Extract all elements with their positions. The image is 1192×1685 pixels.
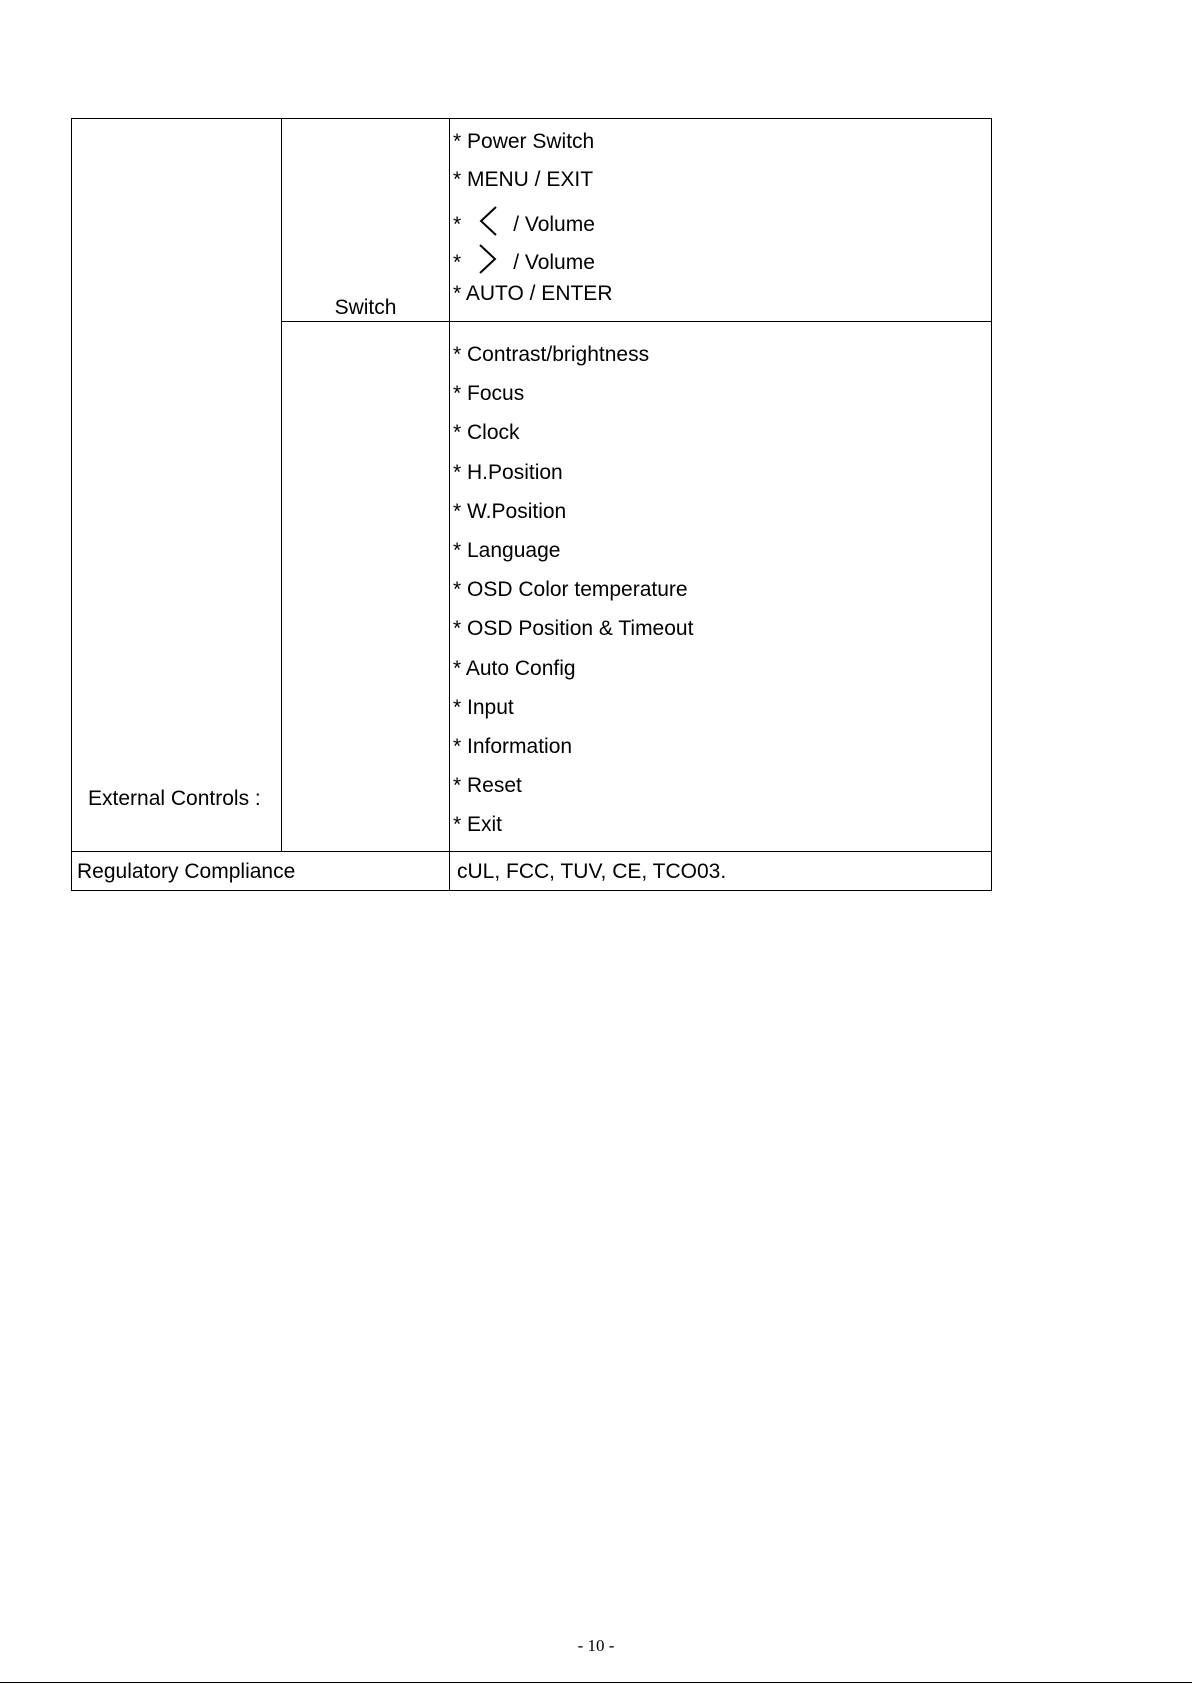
osd-item: * OSD Position & Timeout bbox=[453, 617, 694, 641]
regulatory-label: Regulatory Compliance bbox=[72, 852, 450, 891]
switch-cell bbox=[282, 119, 450, 322]
external-controls-cell bbox=[72, 119, 282, 852]
switch-item-text: / Volume bbox=[513, 213, 595, 236]
external-controls-label: External Controls : bbox=[88, 787, 261, 811]
osd-item: * Auto Config bbox=[453, 656, 576, 680]
osd-item: * OSD Color temperature bbox=[453, 578, 688, 602]
switch-item-text: * MENU / EXIT bbox=[453, 168, 594, 191]
switch-row bbox=[72, 119, 992, 322]
switch-label: Switch bbox=[334, 295, 397, 319]
regulatory-row bbox=[72, 852, 992, 891]
switch-item-text: / Volume bbox=[513, 251, 595, 274]
osd-item: * Language bbox=[453, 538, 561, 562]
chevron-left-icon bbox=[477, 205, 499, 237]
spec-table bbox=[71, 118, 992, 891]
switch-item bbox=[450, 129, 991, 167]
osd-item: * Exit bbox=[453, 813, 503, 837]
osd-item: * H.Position bbox=[453, 460, 563, 484]
regulatory-value: cUL, FCC, TUV, CE, TCO03. bbox=[450, 852, 992, 891]
switch-item-text: * Power Switch bbox=[453, 130, 595, 153]
switch-item-bullet: * bbox=[453, 213, 462, 236]
osd-item: * Information bbox=[453, 734, 573, 758]
osd-items-cell bbox=[450, 322, 992, 852]
switch-item bbox=[450, 243, 991, 281]
switch-item-bullet: * bbox=[453, 251, 462, 274]
osd-item: * Reset bbox=[453, 774, 522, 798]
switch-item bbox=[450, 167, 991, 205]
switch-item bbox=[450, 281, 991, 319]
switch-item bbox=[450, 205, 991, 243]
osd-list bbox=[450, 322, 991, 851]
switch-item-text: * AUTO / ENTER bbox=[453, 282, 613, 305]
osd-item: * W.Position bbox=[453, 499, 567, 523]
switch-list bbox=[450, 119, 991, 319]
switch-items-cell bbox=[450, 119, 992, 322]
page-number: - 10 - bbox=[577, 1636, 615, 1655]
osd-item: * Focus bbox=[453, 382, 525, 406]
bottom-divider bbox=[0, 1682, 1192, 1683]
osd-item: * Contrast/brightness bbox=[453, 343, 650, 366]
osd-item: * Input bbox=[453, 695, 514, 719]
osd-item: * Clock bbox=[453, 421, 520, 445]
osd-sub-cell bbox=[282, 322, 450, 852]
chevron-right-icon bbox=[477, 243, 499, 275]
